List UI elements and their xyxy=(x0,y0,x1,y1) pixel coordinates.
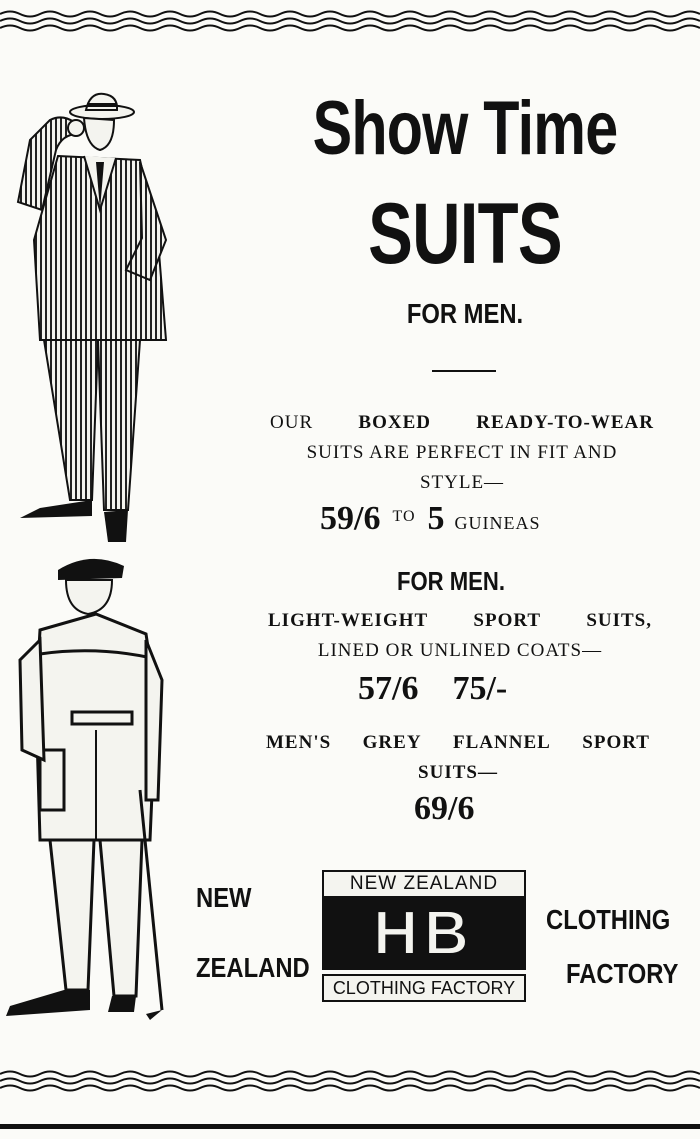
headline-show-time: Show Time xyxy=(312,86,618,171)
divider-rule xyxy=(432,370,496,372)
bottom-border-rule xyxy=(0,1066,700,1102)
boxed-line-1: OUR BOXED READY-TO-WEAR xyxy=(270,412,654,433)
footer-left-zealand: ZEALAND xyxy=(196,952,310,983)
footer-left-new: NEW xyxy=(196,882,252,913)
price-from: 59/6 xyxy=(320,500,381,537)
sport-price-line xyxy=(358,670,598,708)
flannel-line-2: SUITS— xyxy=(418,762,498,783)
footer-right-factory: FACTORY xyxy=(566,958,679,989)
footer-right-clothing: CLOTHING xyxy=(546,904,671,935)
price-to: 5 xyxy=(427,500,445,537)
price-57-6: 57/6 xyxy=(358,670,419,707)
hb-logo xyxy=(322,870,528,1000)
sport-line-2: LINED OR UNLINED COATS— xyxy=(317,640,603,661)
sport-heading-for-men: FOR MEN. xyxy=(396,566,506,596)
logo-hb-letters: HB xyxy=(322,898,526,970)
bottom-solid-rule xyxy=(0,1124,700,1129)
flannel-line-1: MEN'S GREY FLANNEL SPORT xyxy=(266,732,650,753)
subheadline-for-men: FOR MEN. xyxy=(406,298,524,329)
logo-clothing-factory: CLOTHING FACTORY xyxy=(322,974,526,1002)
price-75: 75/- xyxy=(452,670,508,707)
sport-line-1: LIGHT-WEIGHT SPORT SUITS, xyxy=(268,610,652,631)
headline-suits: SUITS xyxy=(368,186,562,282)
boxed-price-line: 59/6 TO 5 GUINEAS xyxy=(320,500,541,537)
top-border-rule xyxy=(0,6,700,40)
price-69-6: 69/6 xyxy=(414,790,475,827)
man-in-suit-illustration xyxy=(0,90,180,550)
boxed-line-2: SUITS ARE PERFECT IN FIT AND xyxy=(306,442,618,463)
man-in-sport-coat-illustration xyxy=(0,550,180,1030)
logo-new-zealand: NEW ZEALAND xyxy=(322,870,526,898)
boxed-line-3: STYLE— xyxy=(419,472,505,493)
